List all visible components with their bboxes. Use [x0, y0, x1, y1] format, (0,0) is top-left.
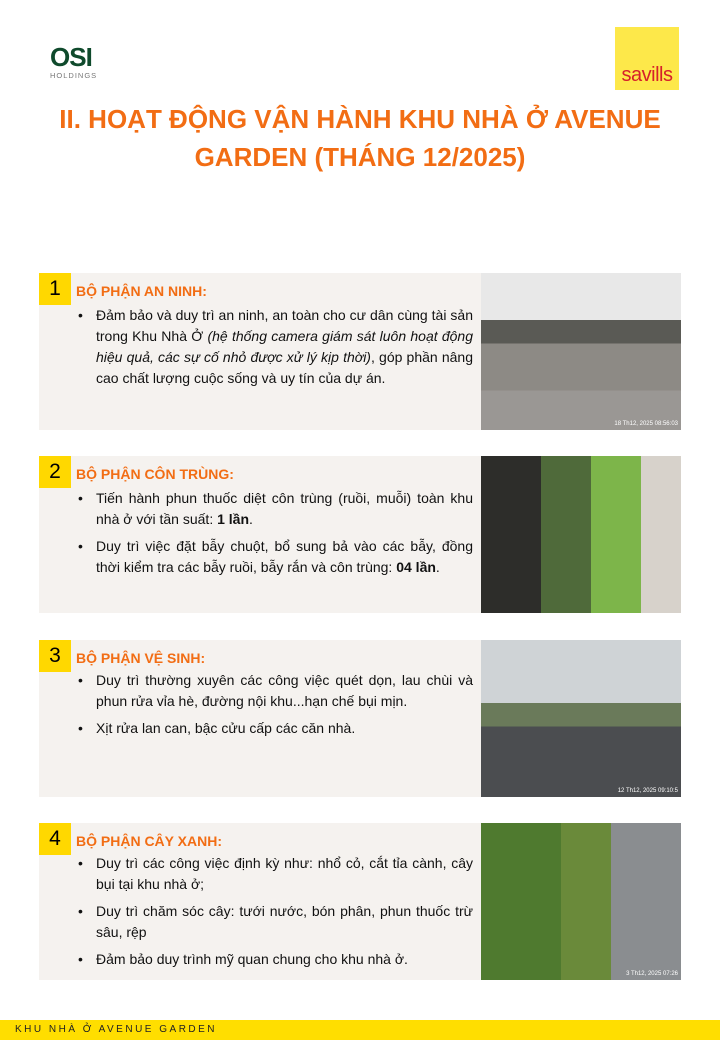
bullet-list — [76, 670, 473, 745]
section-heading: BỘ PHẬN CÔN TRÙNG: — [76, 466, 234, 482]
photo-timestamp: 12 Th12, 2025 09:10:5 — [617, 788, 678, 794]
section-photo — [481, 456, 681, 613]
section-3 — [39, 640, 681, 797]
list-item: • Duy trì việc đặt bẫy chuột, bổ sung bả vào các bẫy, đồng thời kiểm tra các bẫy ruồi, bẫy rắn và côn trùng: 04 lần. — [76, 536, 473, 578]
section-2 — [39, 456, 681, 613]
list-item: • Tiến hành phun thuốc diệt côn trùng (ruồi, muỗi) toàn khu nhà ở với tần suất: 1 lần. — [76, 488, 473, 530]
list-item: • Duy trì các công việc định kỳ như: nhổ cỏ, cắt tỉa cành, cây bụi tại khu nhà ở; — [76, 853, 473, 895]
osi-holdings-logo: OSI HOLDINGS — [50, 42, 98, 80]
photo-timestamp: 3 Th12, 2025 07:26 — [626, 971, 678, 977]
section-photo — [481, 823, 681, 980]
list-item: • Duy trì thường xuyên các công việc quét dọn, lau chùi và phun rửa vỉa hè, đường nội khu...hạn chế bụi mịn. — [76, 670, 473, 712]
footer-bar: KHU NHÀ Ở AVENUE GARDEN — [0, 1020, 720, 1040]
bullet-list — [76, 488, 473, 584]
section-number: 2 — [39, 456, 71, 488]
list-item: • Duy trì chăm sóc cây: tưới nước, bón phân, phun thuốc trừ sâu, rệp — [76, 901, 473, 943]
section-number: 1 — [39, 273, 71, 305]
list-item: • Xịt rửa lan can, bậc cửu cấp các căn nhà. — [76, 718, 473, 739]
section-photo — [481, 640, 681, 797]
section-4 — [39, 823, 681, 980]
list-item: • Đảm bảo duy trình mỹ quan chung cho khu nhà ở. — [76, 949, 473, 970]
section-photo — [481, 273, 681, 430]
section-heading: BỘ PHẬN VỆ SINH: — [76, 650, 206, 666]
section-number: 3 — [39, 640, 71, 672]
section-1 — [39, 273, 681, 430]
list-item: • Đảm bảo và duy trì an ninh, an toàn cho cư dân cùng tài sản trong Khu Nhà Ở (hệ thống camera giám sát luôn hoạt động hiệu quả, các sự cố nhỏ được xử lý kịp thời), góp phần nâng cao chất lượng cuộc sống và uy tín của dự án. — [76, 305, 473, 389]
photo-timestamp: 18 Th12, 2025 08:56:03 — [614, 421, 678, 427]
section-number: 4 — [39, 823, 71, 855]
savills-logo: savills — [615, 27, 679, 90]
section-heading: BỘ PHẬN CÂY XANH: — [76, 833, 222, 849]
bullet-list — [76, 853, 473, 976]
bullet-list — [76, 305, 473, 395]
section-heading: BỘ PHẬN AN NINH: — [76, 283, 207, 299]
page-title: II. HOẠT ĐỘNG VẬN HÀNH KHU NHÀ Ở AVENUE GARDEN (THÁNG 12/2025) — [59, 104, 661, 172]
